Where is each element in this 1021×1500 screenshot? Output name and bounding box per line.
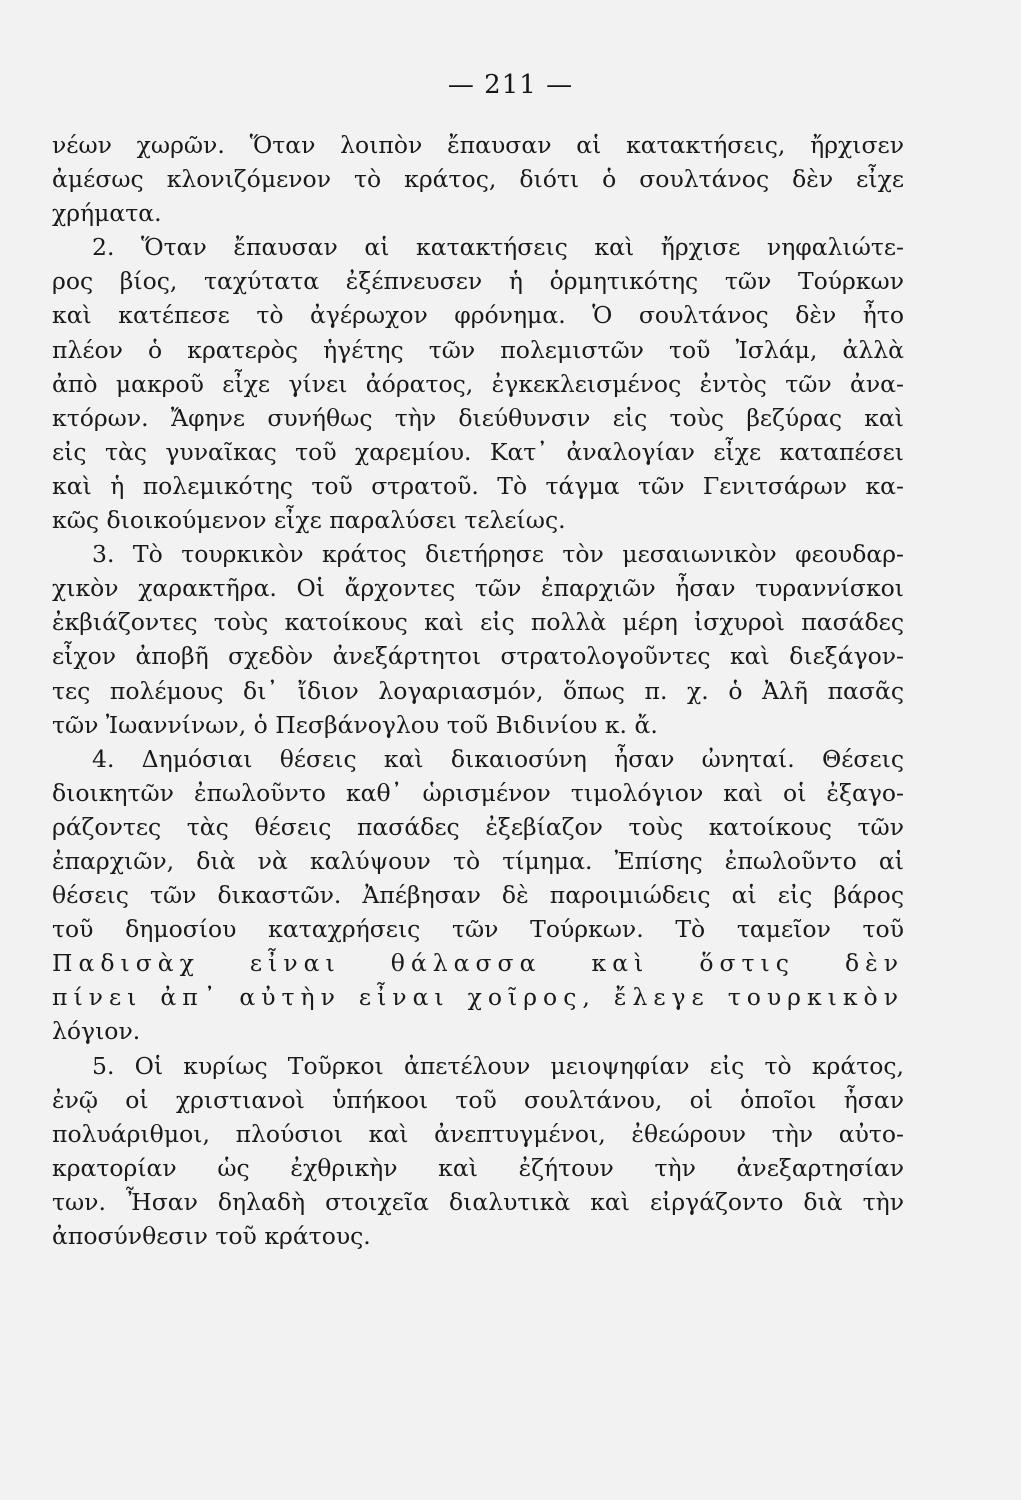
text-line: εἶχον ἀποβῆ σχεδὸν ἀνεξάρτητοι στρατολογοῦντες καὶ διεξάγον-: [52, 642, 904, 671]
text-line: Παδισὰχ εἶναι θάλασσα καὶ ὅστις δὲν: [52, 949, 904, 978]
text-line: λόγιον.: [52, 1017, 141, 1046]
text-line: κῶς διοικούμενον εἶχε παραλύσει τελείως.: [52, 506, 566, 535]
text-line: πίνει ἀπ᾽ αὐτὴν εἶναι χοῖρος, ἔλεγε τουρκικὸν: [52, 983, 904, 1012]
text-line: 3. Τὸ τουρκικὸν κράτος διετήρησε τὸν μεσαιωνικὸν φεουδαρ-: [92, 540, 904, 569]
text-line: θέσεις τῶν δικαστῶν. Ἀπέβησαν δὲ παροιμιώδεις αἱ εἰς βάρος: [52, 881, 904, 910]
text-line: των. Ἦσαν δηλαδὴ στοιχεῖα διαλυτικὰ καὶ εἰργάζοντο διὰ τὴν: [52, 1187, 904, 1216]
text-line: νέων χωρῶν. Ὅταν λοιπὸν ἔπαυσαν αἱ κατακτήσεις, ἤρχισεν: [52, 131, 904, 159]
text-line: ἐκβιάζοντες τοὺς κατοίκους καὶ εἰς πολλὰ μέρη ἰσχυροὶ πασάδες: [52, 608, 904, 637]
text-line: ρος βίος, ταχύτατα ἐξέπνευσεν ἡ ὁρμητικότης τῶν Τούρκων: [52, 267, 904, 296]
text-line: πλέον ὁ κρατερὸς ἡγέτης τῶν πολεμιστῶν τοῦ Ἰσλάμ, ἀλλὰ: [52, 335, 904, 364]
text-line: τῶν Ἰωαννίνων, ὁ Πεσβάνογλου τοῦ Βιδινίου κ. ἄ.: [52, 710, 658, 739]
text-line: ἐνῷ οἱ χριστιανοὶ ὑπήκοοι τοῦ σουλτάνου, οἱ ὁποῖοι ἦσαν: [52, 1085, 904, 1114]
text-line: χικὸν χαρακτῆρα. Οἱ ἄρχοντες τῶν ἐπαρχιῶν ἦσαν τυραννίσκοι: [52, 574, 904, 603]
text-line: διοικητῶν ἐπωλοῦντο καθ᾽ ὡρισμένον τιμολόγιον καὶ οἱ ἐξαγο-: [52, 778, 904, 807]
text-line: κτόρων. Ἄφηνε συνήθως τὴν διεύθυνσιν εἰς τοὺς βεζύρας καὶ: [52, 403, 904, 432]
text-line: ἐπαρχιῶν, διὰ νὰ καλύψουν τὸ τίμημα. Ἐπίσης ἐπωλοῦντο αἱ: [52, 846, 904, 875]
text-line: ἀπὸ μακροῦ εἶχε γίνει ἀόρατος, ἐγκεκλεισμένος ἐντὸς τῶν ἀνα-: [52, 369, 904, 398]
text-line: εἰς τὰς γυναῖκας τοῦ χαρεμίου. Κατ᾽ ἀναλογίαν εἶχε καταπέσει: [52, 437, 904, 466]
body-text: [52, 128, 904, 1253]
text-line: ἀμέσως κλονιζόμενον τὸ κράτος, διότι ὁ σουλτάνος δὲν εἶχε: [52, 165, 904, 194]
text-line: 5. Οἱ κυρίως Τοῦρκοι ἀπετέλουν μειοψηφίαν εἰς τὸ κράτος,: [92, 1051, 904, 1080]
text-line: ἀποσύνθεσιν τοῦ κράτους.: [52, 1222, 371, 1250]
text-line: τες πολέμους δι᾽ ἴδιον λογαριασμόν, ὅπως π. χ. ὁ Ἀλῆ πασᾶς: [52, 676, 904, 705]
text-line: ράζοντες τὰς θέσεις πασάδες ἐξεβίαζον τοὺς κατοίκους τῶν: [52, 812, 904, 841]
text-line: πολυάριθμοι, πλούσιοι καὶ ἀνεπτυγμένοι, ἐθεώρουν τὴν αὐτο-: [52, 1119, 904, 1148]
text-line: κρατορίαν ὡς ἐχθρικὴν καὶ ἐζήτουν τὴν ἀνεξαρτησίαν: [52, 1153, 904, 1182]
text-line: τοῦ δημοσίου καταχρήσεις τῶν Τούρκων. Τὸ ταμεῖον τοῦ: [52, 915, 904, 944]
page-number: — 211 —: [447, 70, 574, 100]
text-line: χρήματα.: [52, 199, 162, 228]
text-line: καὶ κατέπεσε τὸ ἀγέρωχον φρόνημα. Ὁ σουλτάνος δὲν ἦτο: [52, 301, 904, 330]
text-line: 4. Δημόσιαι θέσεις καὶ δικαιοσύνη ἦσαν ὠνηταί. Θέσεις: [92, 744, 904, 773]
text-line: καὶ ἡ πολεμικότης τοῦ στρατοῦ. Τὸ τάγμα τῶν Γενιτσάρων κα-: [52, 471, 904, 500]
text-line: 2. Ὅταν ἔπαυσαν αἱ κατακτήσεις καὶ ἤρχισε νηφαλιώτε-: [92, 233, 904, 262]
